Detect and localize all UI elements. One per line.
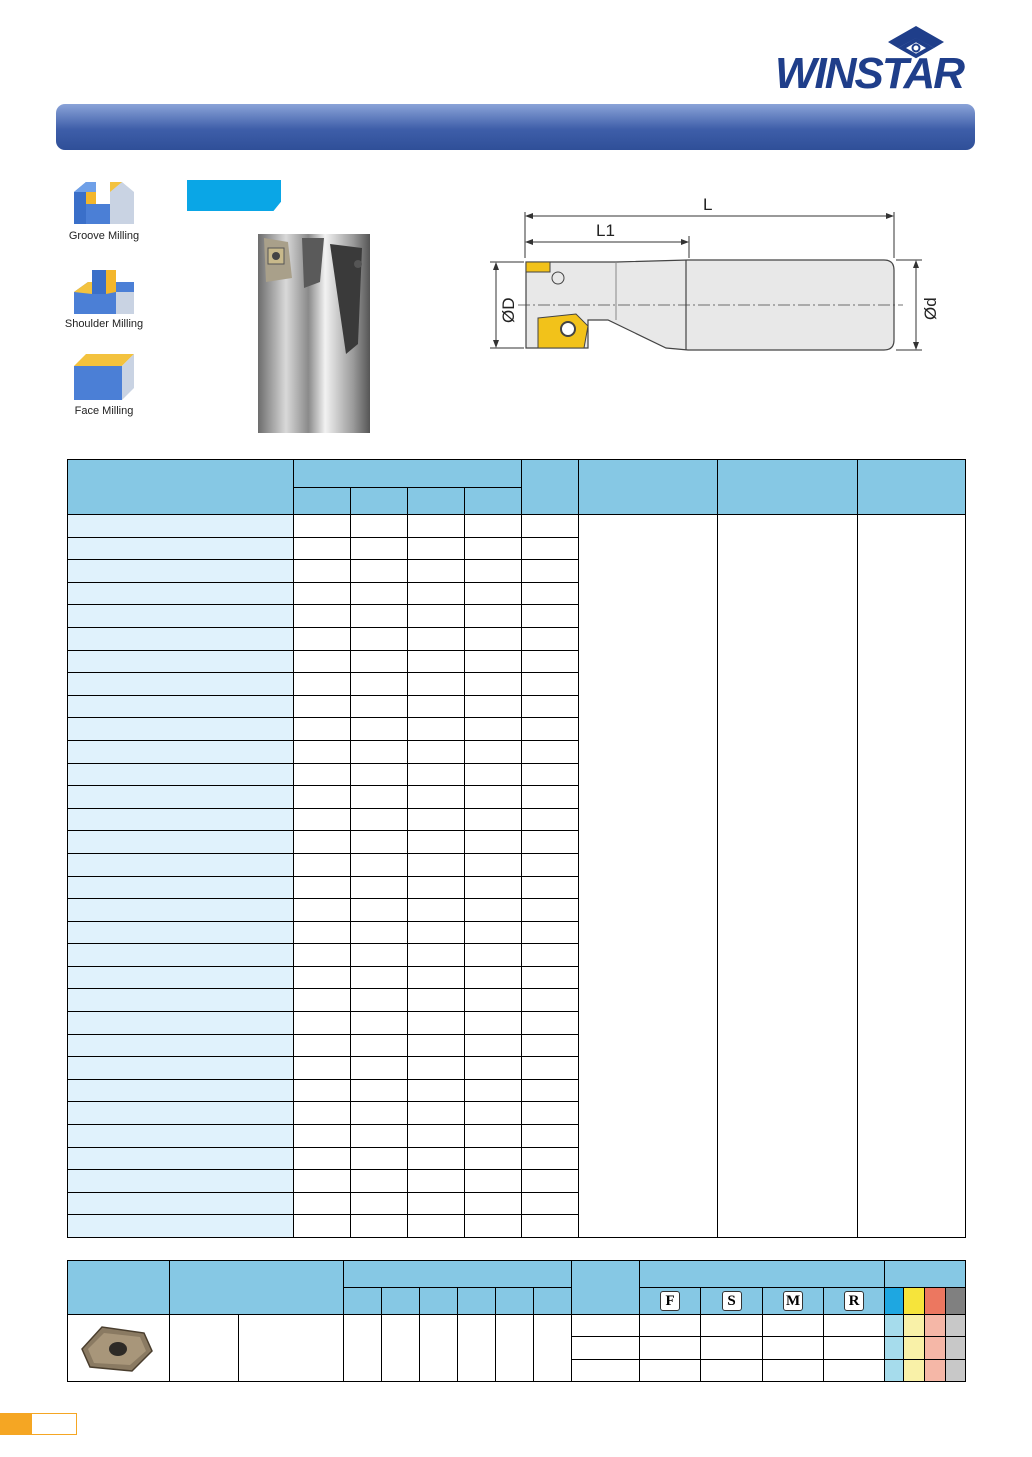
ins-dim-4 [458,1288,496,1315]
app-f-3 [640,1360,701,1382]
dimension-cell [465,944,522,967]
dimension-cell [294,1079,351,1102]
dimension-cell [465,1147,522,1170]
teeth-cell [522,944,579,967]
title-banner [56,104,975,150]
dimension-cell [294,808,351,831]
dimension-cell [294,899,351,922]
tool-dimension-drawing [488,190,958,360]
dimension-cell [351,989,408,1012]
dimension-cell [294,921,351,944]
grade-m [763,1288,824,1315]
dimension-cell [465,718,522,741]
dimension-cell [408,944,465,967]
teeth-cell [522,1215,579,1238]
dimension-cell [465,605,522,628]
dimension-cell [465,831,522,854]
page-number-tab [0,1413,32,1435]
dimension-cell [408,1057,465,1080]
col-dim-1 [294,488,351,515]
grade-row-2 [572,1337,640,1360]
dimension-cell [465,763,522,786]
insert-dim-2 [382,1315,420,1382]
dimension-cell [351,786,408,809]
col-dim-2 [351,488,408,515]
dimension-cell [465,695,522,718]
teeth-cell [522,537,579,560]
dimension-cell [351,560,408,583]
order-code-cell [68,763,294,786]
order-code-cell [68,1147,294,1170]
order-code-cell [68,1102,294,1125]
dimension-cell [351,1192,408,1215]
ins-dim-1 [344,1288,382,1315]
material-n [946,1288,966,1315]
dimension-cell [465,560,522,583]
dimension-cell [351,1079,408,1102]
col-insert [579,460,718,515]
dimension-cell [465,1057,522,1080]
dimension-cell [351,831,408,854]
teeth-cell [522,853,579,876]
dimension-cell [408,1147,465,1170]
dimension-cell [351,1215,408,1238]
ins-dim-3 [420,1288,458,1315]
dimension-cell [294,560,351,583]
dimension-cell [294,876,351,899]
dimension-cell [408,537,465,560]
insert-dim-4 [458,1315,496,1382]
dimension-cell [465,627,522,650]
dimension-cell [408,1192,465,1215]
teeth-cell [522,605,579,628]
dimension-cell [351,537,408,560]
teeth-cell [522,1170,579,1193]
dimension-cell [351,1102,408,1125]
col-screw [718,460,858,515]
dimension-cell [465,1215,522,1238]
app-s-1 [701,1315,763,1337]
dimension-cell [465,989,522,1012]
order-code-cell [68,899,294,922]
teeth-cell [522,695,579,718]
teeth-cell [522,718,579,741]
order-code-cell [68,537,294,560]
teeth-cell [522,650,579,673]
dimension-cell [465,1170,522,1193]
order-code-cell [68,989,294,1012]
order-code-cell [68,718,294,741]
dimension-cell [465,899,522,922]
teeth-cell [522,1192,579,1215]
ins-dim-2 [382,1288,420,1315]
face-milling-label: Face Milling [74,405,134,417]
dimension-cell [294,1125,351,1148]
dimension-cell [294,1057,351,1080]
dimension-cell [294,831,351,854]
insert-table [67,1260,966,1382]
insert-code-1 [170,1315,239,1382]
dimension-cell [408,1079,465,1102]
grade-r [824,1288,885,1315]
dimension-cell [408,1170,465,1193]
dimension-cell [294,944,351,967]
app-m-1 [763,1315,824,1337]
teeth-cell [522,1057,579,1080]
dimension-cell [351,763,408,786]
dimension-cell [294,650,351,673]
dim-d-label: Ød [921,297,940,320]
dimension-cell [351,1170,408,1193]
dim-D-label: ØD [499,297,518,323]
dimension-cell [351,605,408,628]
order-code-cell [68,1215,294,1238]
dimension-cell [351,718,408,741]
dimension-cell [294,718,351,741]
dimension-cell [465,1192,522,1215]
dimension-cell [465,1125,522,1148]
order-code-cell [68,1034,294,1057]
teeth-cell [522,921,579,944]
order-code-cell [68,605,294,628]
dimension-cell [408,1102,465,1125]
dimension-cell [351,1034,408,1057]
material-p [885,1288,904,1315]
order-code-cell [68,831,294,854]
shoulder-milling-label: Shoulder Milling [64,318,144,330]
ins-col-dimensions [344,1261,572,1288]
teeth-cell [522,876,579,899]
insert-cell [579,515,718,1238]
order-code-cell [68,560,294,583]
order-code-cell [68,582,294,605]
teeth-cell [522,1079,579,1102]
order-code-cell [68,1012,294,1035]
dimension-cell [408,921,465,944]
dimension-cell [351,1012,408,1035]
grade-f-badge: F [660,1291,680,1311]
order-code-cell [68,627,294,650]
teeth-cell [522,1102,579,1125]
mat-n-1 [946,1315,966,1337]
teeth-cell [522,560,579,583]
dimension-cell [408,831,465,854]
dimension-cell [294,763,351,786]
dimension-cell [351,650,408,673]
app-f-1 [640,1315,701,1337]
teeth-cell [522,673,579,696]
dimension-cell [465,673,522,696]
groove-milling-label: Groove Milling [68,230,140,242]
dimension-cell [408,695,465,718]
dimension-cell [294,673,351,696]
col-order-code [68,460,294,515]
dimension-cell [465,1034,522,1057]
col-teeth [522,460,579,515]
dimension-cell [408,966,465,989]
order-code-cell [68,921,294,944]
dimension-cell [465,786,522,809]
teeth-cell [522,763,579,786]
dimension-cell [465,1012,522,1035]
dimension-cell [408,673,465,696]
order-code-cell [68,1192,294,1215]
mat-p-2 [885,1337,904,1360]
order-code-cell [68,695,294,718]
dimension-cell [465,537,522,560]
dimension-cell [408,740,465,763]
teeth-cell [522,831,579,854]
dimension-cell [351,515,408,538]
ins-dim-6 [534,1288,572,1315]
teeth-cell [522,808,579,831]
insert-dim-5 [496,1315,534,1382]
dimension-cell [351,876,408,899]
mat-k-3 [925,1360,946,1382]
dimension-cell [351,853,408,876]
dimension-cell [408,560,465,583]
brand-logo-text: WINSTAR [775,49,964,98]
teeth-cell [522,966,579,989]
dimension-cell [294,1215,351,1238]
screw-cell [718,515,858,1238]
order-code-cell [68,808,294,831]
dim-L-label: L [703,195,713,214]
order-code-cell [68,876,294,899]
dimension-cell [351,944,408,967]
dimension-cell [408,1125,465,1148]
dimension-cell [351,808,408,831]
dimension-cell [465,921,522,944]
table-row [68,515,966,538]
app-r-2 [824,1337,885,1360]
mat-m-2 [904,1337,925,1360]
app-f-2 [640,1337,701,1360]
insert-dim-3 [420,1315,458,1382]
order-code-cell [68,1125,294,1148]
dimension-cell [465,650,522,673]
material-m [904,1288,925,1315]
insert-dim-1 [344,1315,382,1382]
dimension-cell [408,582,465,605]
shoulder-milling-icon [72,268,136,318]
dimension-cell [294,1192,351,1215]
teeth-cell [522,582,579,605]
page-number-box [32,1413,77,1435]
ins-col-material [885,1261,966,1288]
teeth-cell [522,1147,579,1170]
app-s-3 [701,1360,763,1382]
dimension-cell [294,695,351,718]
ins-col-image [68,1261,170,1315]
teeth-cell [522,740,579,763]
dimension-cell [294,853,351,876]
dimension-cell [294,1012,351,1035]
insert-dim-6 [534,1315,572,1382]
order-code-cell [68,1057,294,1080]
dimension-cell [408,899,465,922]
order-code-cell [68,673,294,696]
app-m-3 [763,1360,824,1382]
dimension-cell [408,650,465,673]
teeth-cell [522,515,579,538]
dimension-cell [351,695,408,718]
order-code-cell [68,1170,294,1193]
app-s-2 [701,1337,763,1360]
app-r-3 [824,1360,885,1382]
dimension-cell [465,1102,522,1125]
dimension-cell [351,1057,408,1080]
order-code-cell [68,966,294,989]
dimension-cell [408,853,465,876]
dimension-cell [408,605,465,628]
dimension-cell [294,582,351,605]
mat-k-2 [925,1337,946,1360]
teeth-cell [522,1125,579,1148]
dimension-cell [351,627,408,650]
dimension-cell [465,876,522,899]
col-dim-3 [408,488,465,515]
dimension-cell [408,627,465,650]
insert-photo [68,1315,168,1381]
dimension-cell [294,537,351,560]
ins-col-grade [572,1261,640,1315]
grade-s-badge: S [722,1291,742,1311]
dimension-cell [294,1147,351,1170]
order-code-cell [68,740,294,763]
dimension-cell [408,1034,465,1057]
teeth-cell [522,899,579,922]
dimension-cell [465,808,522,831]
dimension-cell [294,627,351,650]
mat-m-1 [904,1315,925,1337]
dimension-cell [408,786,465,809]
mat-n-3 [946,1360,966,1382]
dimension-cell [465,740,522,763]
dimension-cell [294,786,351,809]
dimension-cell [351,1147,408,1170]
teeth-cell [522,786,579,809]
col-dim-4 [465,488,522,515]
dimension-cell [465,515,522,538]
dimension-cell [408,876,465,899]
dimension-cell [465,966,522,989]
dimension-cell [294,515,351,538]
dimension-cell [351,1125,408,1148]
material-k [925,1288,946,1315]
col-wrench [858,460,966,515]
insert-code-2 [239,1315,344,1382]
dimension-cell [351,966,408,989]
grade-row-3 [572,1360,640,1382]
dimension-cell [408,718,465,741]
face-milling-icon [72,352,136,402]
ins-col-code [170,1261,344,1315]
order-code-cell [68,944,294,967]
mat-p-3 [885,1360,904,1382]
dimension-cell [351,921,408,944]
col-dimensions [294,460,522,488]
dimension-cell [294,740,351,763]
order-code-cell [68,786,294,809]
grade-row-1 [572,1315,640,1337]
teeth-cell [522,1034,579,1057]
insert-image-cell [68,1315,170,1382]
dimension-cell [351,582,408,605]
specification-rows [68,515,966,1238]
teeth-cell [522,627,579,650]
dimension-cell [465,582,522,605]
dimension-cell [408,1012,465,1035]
app-m-2 [763,1337,824,1360]
dimension-cell [351,899,408,922]
groove-milling-icon [72,178,136,228]
mat-m-3 [904,1360,925,1382]
dimension-cell [294,989,351,1012]
wrench-cell [858,515,966,1238]
dimension-cell [294,966,351,989]
end-mill-photo [258,234,370,433]
mat-k-1 [925,1315,946,1337]
dimension-cell [294,605,351,628]
teeth-cell [522,1012,579,1035]
dimension-cell [351,673,408,696]
order-code-cell [68,515,294,538]
dimension-cell [294,1102,351,1125]
dimension-cell [465,853,522,876]
dimension-cell [294,1170,351,1193]
mat-p-1 [885,1315,904,1337]
app-r-1 [824,1315,885,1337]
grade-r-badge: R [844,1291,864,1311]
dimension-cell [408,515,465,538]
grade-s [701,1288,763,1315]
grade-m-badge: M [783,1291,803,1311]
dimension-cell [408,808,465,831]
ins-col-application [640,1261,885,1288]
dimension-cell [465,1079,522,1102]
order-code-cell [68,853,294,876]
ins-dim-5 [496,1288,534,1315]
section-tag [187,180,281,211]
grade-f [640,1288,701,1315]
dimension-cell [408,763,465,786]
order-code-cell [68,650,294,673]
dimension-cell [408,1215,465,1238]
dimension-cell [351,740,408,763]
dim-L1-label: L1 [596,221,615,240]
mat-n-2 [946,1337,966,1360]
dimension-cell [294,1034,351,1057]
specification-table [67,459,966,1238]
teeth-cell [522,989,579,1012]
order-code-cell [68,1079,294,1102]
dimension-cell [408,989,465,1012]
